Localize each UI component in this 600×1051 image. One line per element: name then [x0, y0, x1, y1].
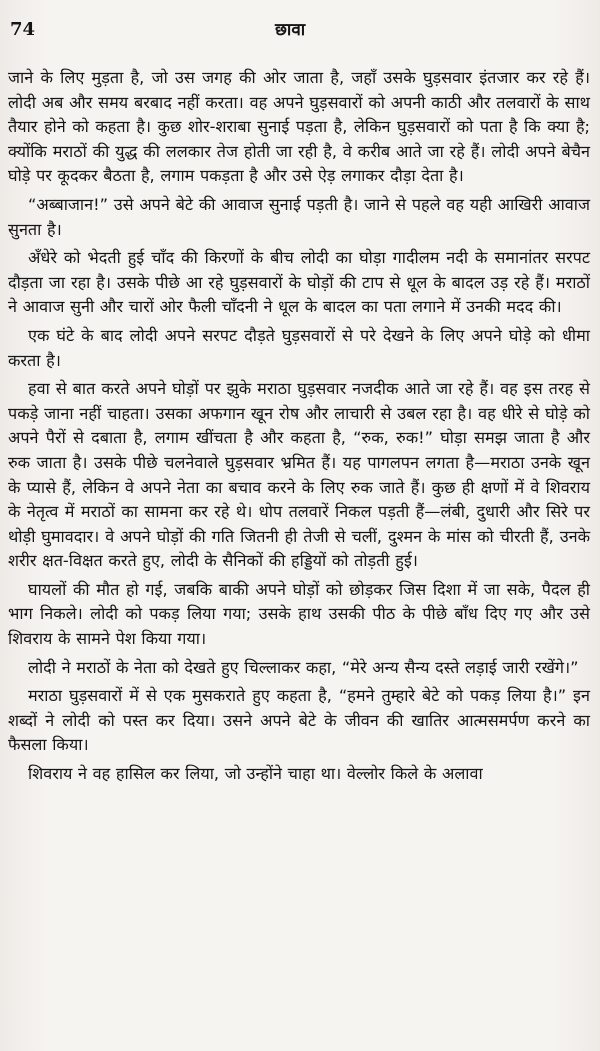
paragraph: अँधेरे को भेदती हुई चाँद की किरणों के बीच लोदी का घोड़ा गादीलम नदी के समानांतर सरपट दौड़ता जा रहा है। उसके पीछे आ रहे घुड़सवारों के घोड़ों की टाप से धूल के बादल उड़ रहे हैं। मराठों ने आवाज सुनी और चारों ओर फैली चाँदनी ने धूल के बादल का पता लगाने में उनकी मदद की।	[8, 248, 590, 317]
page-number: 74	[10, 19, 36, 40]
paragraph: लोदी ने मराठों के नेता को देखते हुए चिल्लाकर कहा, “मेरे अन्य सैन्य दस्ते लड़ाई जारी रखेंगे।”	[28, 657, 579, 677]
paragraph: एक घंटे के बाद लोदी अपने सरपट दौड़ते घुड़सवारों से परे देखने के लिए अपने घोड़े को धीमा करता है।	[8, 325, 590, 370]
paragraph: हवा से बात करते अपने घोड़ों पर झुके मराठा घुड़सवार नजदीक आते जा रहे हैं। वह इस तरह से पकड़े जाना नहीं चाहता। उसका अफगान खून रोष और लाचारी से उबल रहा है। वह धीरे से घोड़े को अपने पैरों से दबाता है, लगाम खींचता है और कहता है, “रुक, रुक!” घोड़ा समझ जाता है और रुक जाता है। उसके पीछे चलनेवाले घुड़सवार भ्रमित हैं। यह पागलपन लगता है—मराठा उनके खून के प्यासे हैं, लेकिन वे अपने नेता का बचाव करने के लिए रुक जाते हैं। कुछ ही क्षणों में वे शिवराय के नेतृत्व में मराठों का सामना कर रहे थे। धोप तलवारें निकल पड़ती हैं—लंबी, दुधारी और सिरे पर थोड़ी घुमावदार। वे अपने घोड़ों की गति जितनी ही तेजी से चलीं, दुश्मन के मांस को चीरती हैं, उनके शरीर क्षत-विक्षत करते हुए, लोदी के सैनिकों की हड्डियों को तोड़ती हुई।	[8, 379, 590, 571]
paragraph: जाने के लिए मुड़ता है, जो उस जगह की ओर जाता है, जहाँ उसके घुड़सवार इंतजार कर रहे हैं। लोदी अब और समय बरबाद नहीं करता। वह अपने घुड़सवारों को अपनी काठी और तलवारों के साथ तैयार होने को कहता है। कुछ शोर-शराबा सुनाई पड़ता है, लेकिन घुड़सवारों को पता है कि क्या है; क्योंकि मराठों की युद्ध की ललकार तेज होती जा रही है, वे करीब आते जा रहे हैं। लोदी अपने बेचैन घोड़े पर कूदकर बैठता है, लगाम पकड़ता है और उसे ऐड़ लगाकर दौड़ा देता है।	[8, 68, 590, 186]
running-title: छावा	[275, 20, 306, 40]
paragraph: “अब्बाजान!” उसे अपने बेटे की आवाज सुनाई पड़ती है। जाने से पहले वह यही आखिरी आवाज सुनता है।	[8, 194, 590, 239]
paragraph: घायलों की मौत हो गई, जबकि बाकी अपने घोड़ों को छोड़कर जिस दिशा में जा सके, पैदल ही भाग निकले। लोदी को पकड़ लिया गया; उसके हाथ उसकी पीठ के पीछे बाँध दिए गए और उसे शिवराय के सामने पेश किया गया।	[8, 579, 590, 649]
body-text	[8, 66, 590, 787]
paragraph: शिवराय ने वह हासिल कर लिया, जो उन्होंने चाहा था। वेल्लोर किले के अलावा	[28, 764, 483, 784]
paragraph: मराठा घुड़सवारों में से एक मुसकराते हुए कहता है, “हमने तुम्हारे बेटे को पकड़ लिया है।” इन शब्दों ने लोदी को पस्त कर दिया। उसने अपने बेटे के जीवन की खातिर आत्मसमर्पण करने का फैसला किया।	[8, 686, 590, 755]
